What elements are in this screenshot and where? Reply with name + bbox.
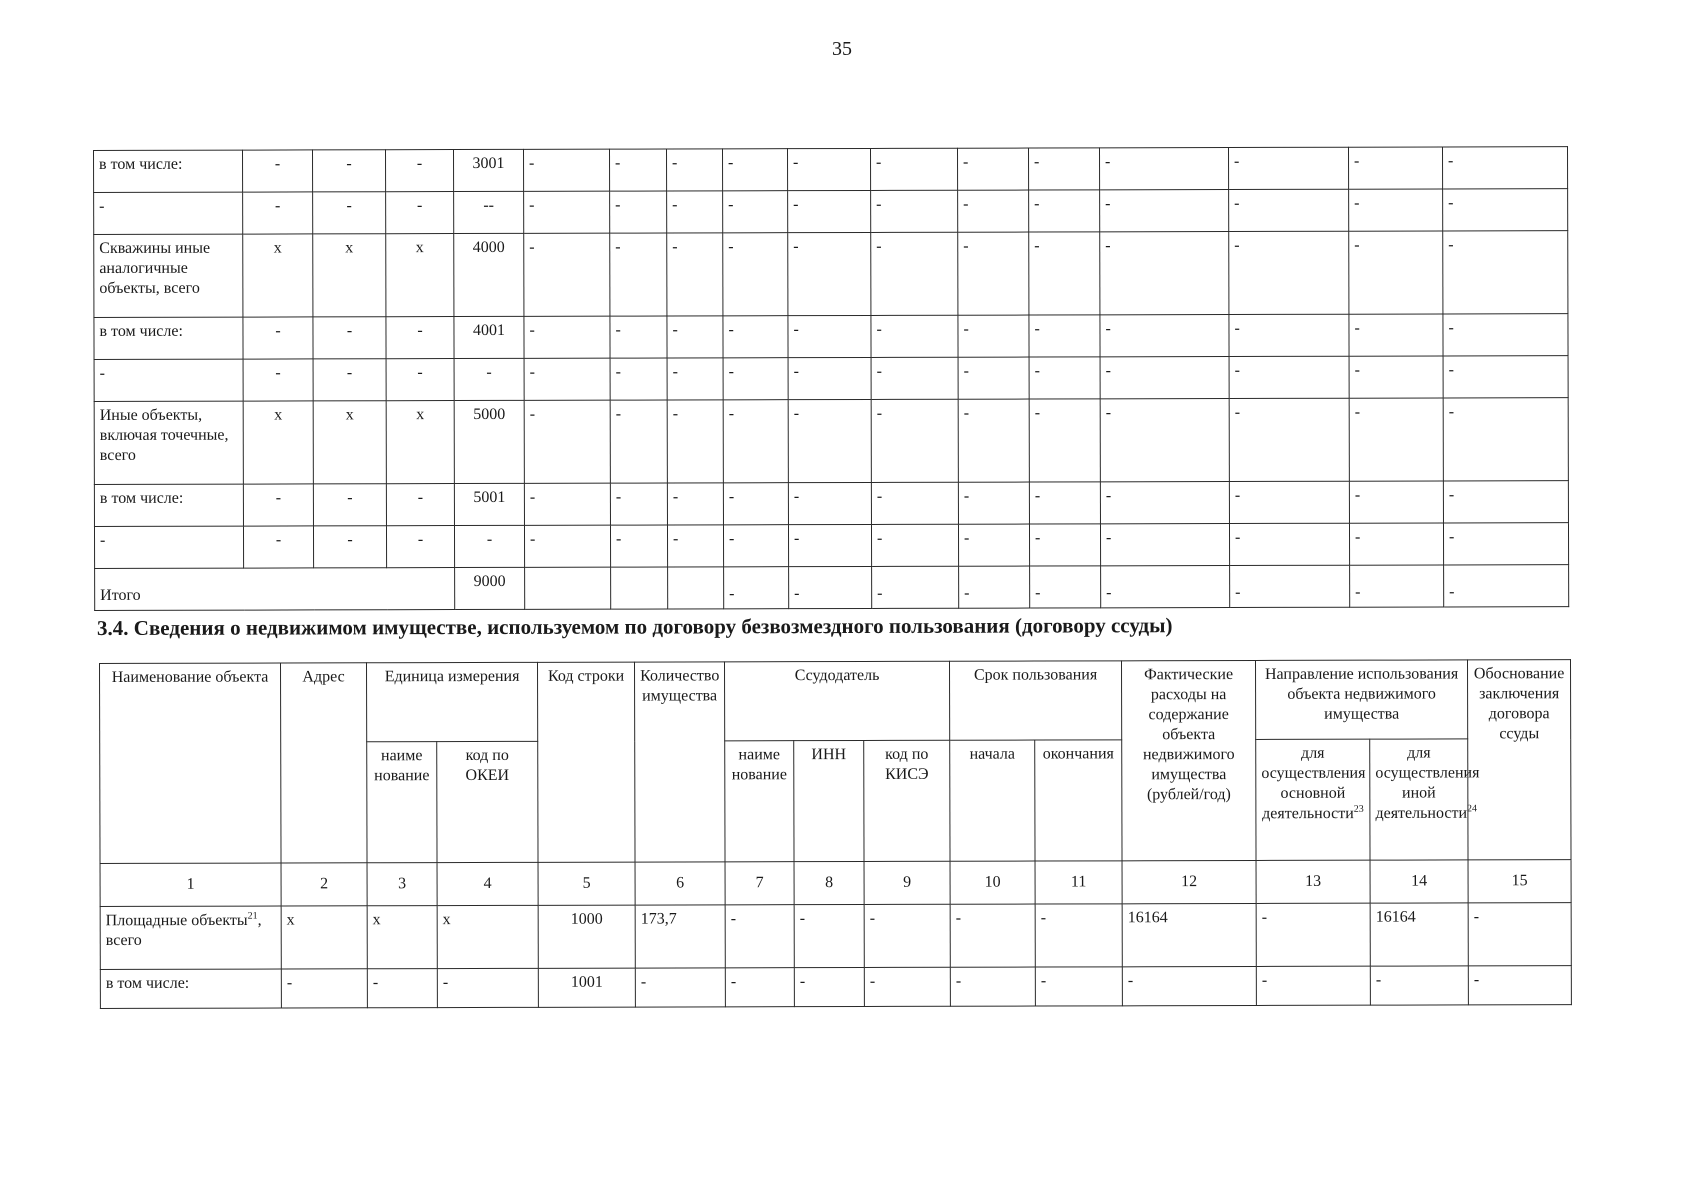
table-cell: -	[871, 315, 958, 357]
table-cell: -	[723, 483, 788, 525]
table-cell: -	[1030, 566, 1101, 608]
row-code: 1000	[538, 905, 635, 968]
row-name: Иные объекты, включая точечные, всего	[94, 401, 243, 484]
table-cell: -	[794, 904, 864, 967]
table-cell: -	[1229, 314, 1349, 356]
table-row	[94, 231, 1568, 318]
table-cell: -	[788, 190, 871, 232]
row-code: 3001	[454, 149, 524, 191]
table-cell: -	[723, 233, 788, 316]
table-cell: -	[959, 566, 1030, 608]
table-row	[100, 966, 1571, 1009]
table-cell: -	[667, 400, 723, 483]
column-number: 12	[1122, 860, 1256, 903]
table-cell: х	[281, 906, 367, 969]
table-cell: -	[724, 567, 789, 609]
header-term: Срок пользования	[950, 661, 1122, 740]
table-cell: -	[524, 358, 610, 400]
table-cell: -	[1443, 189, 1568, 231]
table-cell: -	[243, 192, 313, 234]
table-cell: -	[787, 148, 870, 190]
row-code: 5000	[454, 400, 524, 483]
table-cell: -	[725, 905, 794, 968]
table-cell: -	[723, 525, 788, 567]
column-numbers-row	[100, 860, 1571, 907]
header-code: Код строки	[538, 662, 636, 862]
table-cell: х	[313, 401, 386, 484]
table-cell: -	[1100, 357, 1229, 399]
table-cell: -	[437, 968, 538, 1007]
table-cell: -	[1029, 315, 1100, 357]
table-cell: -	[870, 148, 957, 190]
footnote-ref: 24	[1467, 803, 1478, 815]
row-code: -	[454, 525, 524, 567]
table-cell	[668, 567, 724, 609]
footnote-ref: 21	[247, 910, 258, 922]
table-row	[94, 523, 1568, 569]
column-number: 7	[725, 862, 794, 905]
table-cell: -	[667, 358, 723, 400]
table-cell: -	[1444, 565, 1569, 607]
table-cell: -	[872, 566, 959, 608]
header-direction: Направление использования объекта недвижимого имущества	[1256, 660, 1468, 740]
table-cell: 16164	[1122, 903, 1256, 966]
table-cell: -	[243, 150, 313, 192]
table-cell: -	[871, 399, 958, 482]
table-cell: -	[1349, 356, 1443, 398]
table-cell: -	[1229, 523, 1349, 565]
header-lender-kise: код по КИСЭ	[864, 740, 950, 861]
table-cell: -	[788, 482, 871, 524]
table-cell: -	[1443, 314, 1568, 356]
row-code: -	[454, 358, 524, 400]
header-lender-name: наиме нование	[725, 741, 794, 862]
table-cell: х	[313, 234, 386, 317]
table-cell: -	[1100, 190, 1229, 232]
table-cell: -	[243, 317, 313, 359]
footnote-ref: 23	[1353, 803, 1364, 815]
header-unit-name: наиме нование	[367, 742, 437, 863]
table-cell: -	[1101, 566, 1230, 608]
table-cell: -	[386, 484, 454, 526]
table-cell: -	[1100, 315, 1229, 357]
header-address: Адрес	[281, 663, 368, 863]
table-cell: -	[1256, 903, 1370, 966]
table-cell: -	[871, 357, 958, 399]
header-term-start: начала	[950, 740, 1035, 861]
header-unit-okei: код по ОКЕИ	[437, 741, 538, 862]
table-cell: -	[1468, 966, 1571, 1005]
table-cell: -	[667, 483, 723, 525]
table-cell	[525, 567, 611, 609]
table-cell: -	[958, 232, 1029, 315]
row-name-tail: , всего	[105, 911, 262, 950]
table-cell: -	[1029, 482, 1100, 524]
table-cell: -	[1100, 482, 1229, 524]
table-cell: -	[667, 233, 723, 316]
column-number: 9	[864, 861, 950, 904]
header-basis: Обоснование заключения договора ссуды	[1468, 660, 1572, 860]
table-cell: -	[1122, 966, 1256, 1005]
table-cell: -	[794, 967, 864, 1006]
row-name	[100, 969, 281, 1008]
table-cell: х	[367, 906, 437, 969]
table-cell: -	[725, 968, 794, 1007]
table-cell: -	[957, 148, 1028, 190]
table-cell: -	[1100, 399, 1229, 482]
table-cell: -	[386, 150, 454, 192]
table-row	[100, 903, 1571, 970]
table-row	[94, 189, 1568, 235]
table-cell: -	[523, 149, 609, 191]
table-cell: -	[1443, 356, 1568, 398]
row-name: -	[94, 526, 243, 568]
table-cell: -	[524, 483, 610, 525]
table-cell: -	[1099, 148, 1228, 190]
table-cell: -	[386, 359, 454, 401]
table-row	[94, 481, 1568, 527]
header-term-end: окончания	[1035, 740, 1122, 861]
table-cell: -	[789, 566, 872, 608]
table-cell: -	[1349, 398, 1443, 481]
table-cell: -	[1229, 189, 1349, 231]
table-cell: -	[723, 191, 788, 233]
table-cell: -	[958, 482, 1029, 524]
table-cell: -	[386, 526, 454, 568]
table-cell: -	[1229, 356, 1349, 398]
header-unit: Единица измерения	[367, 662, 538, 741]
row-code: 4001	[454, 316, 524, 358]
table-cell: -	[1349, 189, 1443, 231]
property-table-continued	[93, 146, 1569, 611]
row-code: 1001	[538, 968, 635, 1007]
column-number: 1	[100, 863, 281, 906]
table-cell: -	[958, 524, 1029, 566]
table-cell: -	[610, 483, 667, 525]
table-cell: -	[788, 232, 871, 315]
gratuitous-use-table	[99, 659, 1572, 1009]
header-dir-main-text: для осуществления основной деятельности	[1261, 744, 1366, 823]
column-number: 14	[1370, 860, 1468, 903]
row-name: -	[94, 359, 243, 401]
table-cell: -	[610, 316, 667, 358]
header-quantity: Количество имущества	[635, 662, 726, 862]
table-cell: х	[243, 234, 313, 317]
table-cell: -	[1029, 399, 1100, 482]
table-cell: -	[1029, 524, 1100, 566]
row-code: 5001	[454, 483, 524, 525]
page-number: 35	[832, 38, 852, 60]
table-cell: -	[667, 316, 723, 358]
table-cell: -	[635, 968, 725, 1007]
table-cell: -	[1350, 565, 1444, 607]
table-cell: х	[437, 905, 538, 968]
table-cell: -	[1349, 523, 1443, 565]
table-cell: -	[1443, 398, 1568, 481]
table-cell: -	[1443, 523, 1568, 565]
table-cell: 16164	[1370, 903, 1468, 966]
header-dir-other-text: для осуществления иной деятельности	[1375, 744, 1480, 822]
table-cell: -	[610, 525, 667, 567]
table-cell: -	[666, 149, 722, 191]
table-cell: -	[313, 484, 386, 526]
row-code: 9000	[455, 567, 525, 609]
header-expenses: Фактические расходы на содержание объекта недвижимого имущества (рублей/год)	[1122, 660, 1257, 860]
header-dir-main	[1256, 739, 1370, 860]
row-name: в том числе:	[94, 484, 243, 526]
table-cell: -	[1035, 904, 1122, 967]
row-name: в том числе:	[94, 317, 243, 359]
table-cell: -	[609, 149, 666, 191]
table-cell: -	[871, 524, 958, 566]
table-cell: -	[386, 192, 454, 234]
header-dir-other	[1370, 739, 1480, 860]
table-cell: -	[610, 400, 667, 483]
table-cell: х	[243, 401, 313, 484]
row-name: в том числе:	[94, 150, 243, 192]
table-row	[94, 356, 1568, 402]
table-cell: -	[524, 191, 610, 233]
table-cell: -	[950, 967, 1035, 1006]
column-number: 6	[635, 862, 725, 905]
table-cell: -	[871, 190, 958, 232]
table-cell: -	[281, 969, 367, 1008]
column-number: 5	[538, 862, 635, 905]
table-cell: -	[1443, 481, 1568, 523]
section-heading: 3.4. Сведения о недвижимом имуществе, используемом по договору безвозмездного пользования (договору ссуды)	[97, 613, 1173, 640]
table-cell: -	[723, 358, 788, 400]
row-name-text: в том числе:	[105, 974, 190, 992]
table-cell: -	[788, 315, 871, 357]
table-cell: -	[313, 317, 386, 359]
table-cell: -	[958, 399, 1029, 482]
table-cell: -	[610, 233, 667, 316]
row-code: 4000	[454, 233, 524, 316]
table-cell: -	[1468, 903, 1571, 966]
table-cell: -	[386, 317, 454, 359]
table-cell: -	[1348, 147, 1442, 189]
table-cell: -	[667, 525, 723, 567]
table-cell: -	[524, 400, 610, 483]
column-number: 8	[794, 861, 864, 904]
table-cell: -	[610, 358, 667, 400]
table-cell: -	[958, 357, 1029, 399]
header-lender: Ссудодатель	[725, 661, 950, 741]
table-cell: -	[1229, 481, 1349, 523]
table-row	[94, 314, 1568, 360]
table-cell: -	[1229, 398, 1349, 481]
table-cell: -	[723, 316, 788, 358]
table-cell: -	[1256, 966, 1370, 1005]
table-cell: -	[313, 150, 386, 192]
table-cell: -	[1229, 231, 1349, 314]
table-cell: -	[313, 192, 386, 234]
table-cell: -	[722, 149, 787, 191]
total-row	[95, 565, 1569, 611]
table-cell: -	[1349, 231, 1443, 314]
table-cell: х	[386, 401, 454, 484]
table-cell: -	[950, 904, 1035, 967]
table-cell: -	[1442, 147, 1567, 189]
table-cell: -	[243, 526, 313, 568]
table-cell: -	[1035, 967, 1122, 1006]
table-cell: -	[524, 525, 610, 567]
row-name-text: Площадные объекты	[105, 911, 248, 930]
column-number: 4	[437, 862, 538, 905]
table-cell: -	[667, 191, 723, 233]
row-name: Скважины иные аналогичные объекты, всего	[94, 234, 243, 317]
table-cell: -	[864, 904, 950, 967]
column-number: 13	[1256, 860, 1370, 903]
table-cell: -	[1230, 565, 1350, 607]
table-row	[94, 398, 1568, 485]
table-cell: х	[386, 234, 454, 317]
column-number: 3	[367, 863, 437, 906]
table-cell: -	[1443, 231, 1568, 314]
header-lender-inn: ИНН	[794, 740, 864, 861]
table-cell: -	[243, 484, 313, 526]
table-cell: -	[367, 969, 437, 1008]
table-cell: -	[1100, 524, 1229, 566]
table-cell: -	[1029, 357, 1100, 399]
table-cell: -	[610, 191, 667, 233]
table-cell: -	[1028, 148, 1099, 190]
header-name: Наименование объекта	[100, 663, 282, 863]
table-cell: -	[1100, 232, 1229, 315]
table-cell: -	[788, 357, 871, 399]
table-cell: -	[1349, 314, 1443, 356]
table-cell: -	[864, 967, 950, 1006]
table-cell: -	[1029, 232, 1100, 315]
table-cell: -	[1029, 190, 1100, 232]
table-cell: -	[524, 316, 610, 358]
row-name	[100, 906, 281, 969]
row-code: --	[454, 191, 524, 233]
table-cell: -	[871, 482, 958, 524]
table-row	[94, 147, 1568, 193]
table-cell: -	[1228, 147, 1348, 189]
column-number: 2	[281, 863, 367, 906]
table-cell: -	[524, 233, 610, 316]
table-cell: -	[958, 315, 1029, 357]
table-cell: -	[788, 524, 871, 566]
table-cell: -	[313, 359, 386, 401]
column-number: 11	[1035, 861, 1122, 904]
table-cell: -	[723, 400, 788, 483]
table-cell: -	[313, 526, 386, 568]
row-name: -	[94, 192, 243, 234]
table-cell: -	[243, 359, 313, 401]
column-number: 10	[950, 861, 1035, 904]
table-cell: -	[788, 399, 871, 482]
table-cell: 173,7	[635, 905, 725, 968]
table-cell: -	[1370, 966, 1468, 1005]
column-number: 15	[1468, 860, 1571, 903]
table-cell: -	[958, 190, 1029, 232]
table-cell: -	[871, 232, 958, 315]
table-cell	[611, 567, 668, 609]
table-cell: -	[1349, 481, 1443, 523]
total-label: Итого	[95, 568, 455, 611]
